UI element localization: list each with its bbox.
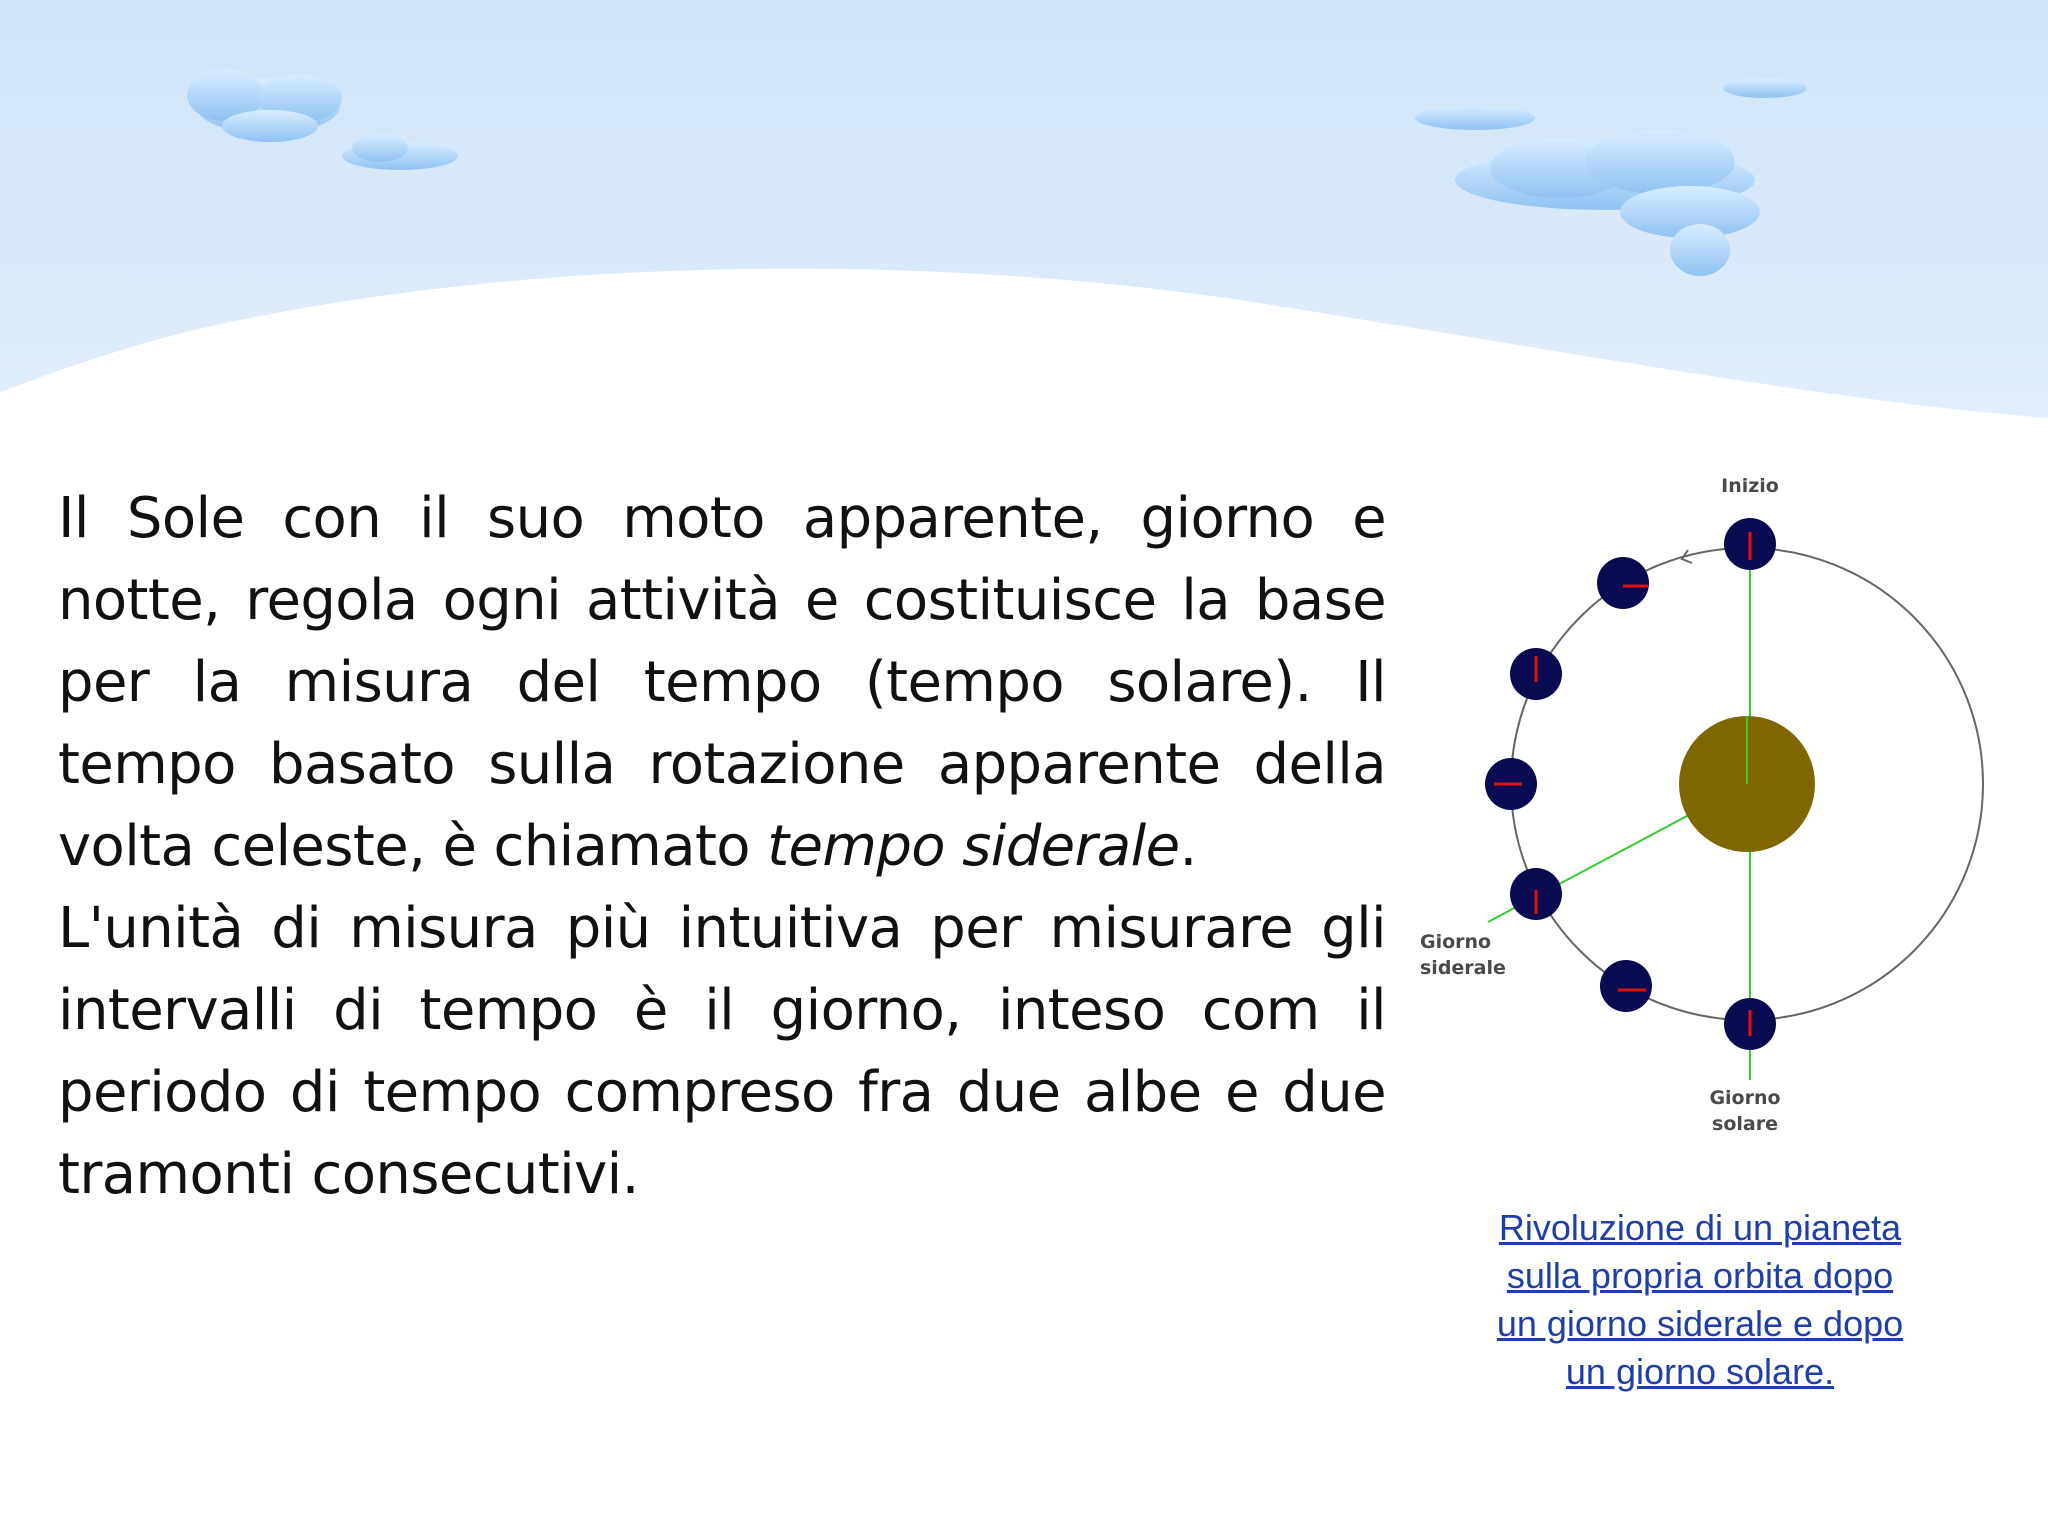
sky-header	[0, 0, 2048, 430]
orbit-diagram	[1410, 462, 2010, 1142]
caption-line-4[interactable]: un giorno solare.	[1565, 1351, 1835, 1392]
planet-start	[1724, 518, 1776, 570]
orbit-diagram-svg	[1410, 462, 2010, 1142]
diagram-caption-link[interactable]	[1440, 1204, 1960, 1396]
planet-position-2	[1597, 557, 1649, 609]
label-start: Inizio	[1721, 475, 1779, 497]
paragraph-1-text: Il Sole con il suo moto apparente, giorno e notte, regola ogni attività e costituisce la base per la misura del tempo (tempo solare). Il tempo basato sulla rotazione apparente della volta celeste, è chiamato	[58, 486, 1386, 879]
planet-position-6	[1600, 960, 1652, 1012]
caption-line-2[interactable]: sulla propria orbita dopo	[1506, 1255, 1894, 1296]
planet-sidereal-day	[1510, 868, 1562, 920]
label-sidereal-day-line1: Giorno	[1420, 931, 1492, 953]
planet-position-3	[1510, 648, 1562, 700]
planet-solar-day	[1724, 998, 1776, 1050]
caption-line-3[interactable]: un giorno siderale e dopo	[1496, 1303, 1904, 1344]
label-sidereal-day-line2: siderale	[1420, 957, 1506, 979]
label-solar-day-line2: solare	[1712, 1113, 1778, 1135]
paragraph-1-end: .	[1179, 814, 1197, 879]
sky-background	[0, 0, 2048, 430]
label-solar-day-line1: Giorno	[1709, 1087, 1781, 1109]
planet-position-4	[1485, 758, 1537, 810]
body-text	[58, 478, 1386, 1216]
paragraph-sun-motion	[58, 478, 1386, 888]
caption-line-1[interactable]: Rivoluzione di un pianeta	[1498, 1207, 1902, 1248]
paragraph-day-unit: L'unità di misura più intuitiva per misurare gli intervalli di tempo è il giorno, inteso com il periodo di tempo compreso fra due albe e due tramonti consecutivi.	[58, 896, 1386, 1207]
emphasis-sidereal-time: tempo siderale	[767, 814, 1180, 879]
